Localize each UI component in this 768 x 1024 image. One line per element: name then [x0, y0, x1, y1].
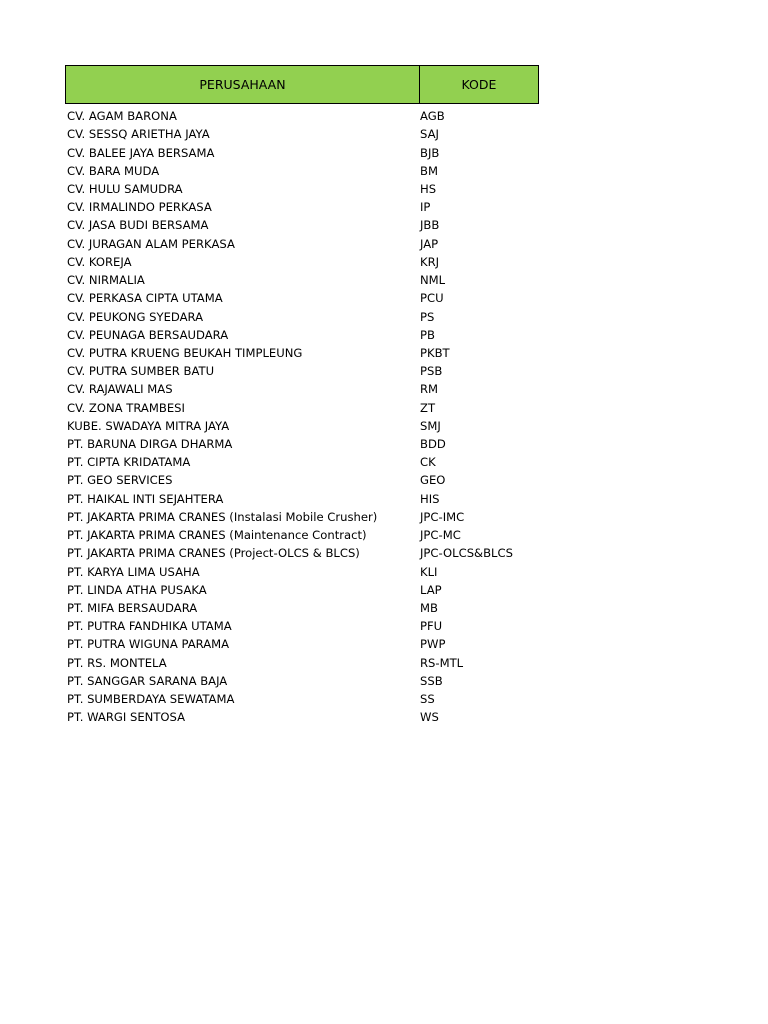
company-name-cell: PT. SUMBERDAYA SEWATAMA — [67, 692, 235, 707]
company-name-cell: CV. KOREJA — [67, 254, 132, 269]
company-code-cell: SSB — [420, 673, 443, 688]
table-row — [65, 307, 539, 325]
table-row — [65, 107, 539, 125]
company-name-cell: CV. BALEE JAYA BERSAMA — [67, 145, 215, 160]
company-code-cell: SMJ — [420, 418, 441, 433]
company-name-cell: PT. PUTRA WIGUNA PARAMA — [67, 637, 230, 652]
table-row — [65, 162, 539, 180]
table-row — [65, 235, 539, 253]
table-row — [65, 216, 539, 234]
company-code-cell: PKBT — [420, 345, 450, 360]
company-name-cell: PT. CIPTA KRIDATAMA — [67, 455, 191, 470]
table-row — [65, 344, 539, 362]
table-row — [65, 143, 539, 161]
company-code-cell: NML — [420, 273, 446, 288]
company-code-cell: ZT — [420, 400, 436, 415]
table-row — [65, 399, 539, 417]
table-body — [65, 107, 539, 726]
table-row — [65, 453, 539, 471]
table-row — [65, 690, 539, 708]
company-code-cell: SAJ — [420, 127, 439, 142]
table-row — [65, 180, 539, 198]
company-name-cell: CV. PUTRA SUMBER BATU — [67, 364, 215, 379]
company-code-cell: CK — [420, 455, 436, 470]
table-row — [65, 271, 539, 289]
table-row — [65, 417, 539, 435]
table-row — [65, 672, 539, 690]
company-name-cell: PT. JAKARTA PRIMA CRANES (Maintenance Contract) — [67, 528, 367, 543]
table-row — [65, 289, 539, 307]
company-name-cell: CV. RAJAWALI MAS — [67, 382, 173, 397]
table-row — [65, 581, 539, 599]
company-code-cell: PSB — [420, 364, 443, 379]
company-name-cell: PT. JAKARTA PRIMA CRANES (Instalasi Mobile Crusher) — [67, 509, 378, 524]
company-code-cell: BM — [420, 163, 438, 178]
company-name-cell: KUBE. SWADAYA MITRA JAYA — [67, 418, 230, 433]
table-row — [65, 253, 539, 271]
table-row — [65, 198, 539, 216]
table-row — [65, 599, 539, 617]
company-code-cell: PB — [420, 327, 435, 342]
company-name-cell: PT. JAKARTA PRIMA CRANES (Project-OLCS & BLCS) — [67, 546, 360, 561]
company-name-cell: PT. HAIKAL INTI SEJAHTERA — [67, 491, 224, 506]
company-code-cell: JPC-OLCS&BLCS — [420, 546, 513, 561]
table-row — [65, 562, 539, 580]
company-name-cell: PT. GEO SERVICES — [67, 473, 173, 488]
company-name-cell: PT. LINDA ATHA PUSAKA — [67, 582, 207, 597]
company-name-cell: CV. IRMALINDO PERKASA — [67, 200, 212, 215]
company-code-cell: BDD — [420, 437, 446, 452]
company-name-cell: PT. RS. MONTELA — [67, 655, 167, 670]
company-name-cell: CV. AGAM BARONA — [67, 109, 177, 124]
company-code-cell: RS-MTL — [420, 655, 464, 670]
company-code-table — [65, 65, 539, 726]
company-code-cell: MB — [420, 601, 438, 616]
company-code-cell: PWP — [420, 637, 446, 652]
company-code-cell: LAP — [420, 582, 442, 597]
company-name-cell: CV. PUTRA KRUENG BEUKAH TIMPLEUNG — [67, 345, 303, 360]
company-name-cell: CV. NIRMALIA — [67, 273, 145, 288]
company-code-cell: PCU — [420, 291, 444, 306]
company-code-cell: AGB — [420, 109, 445, 124]
table-row — [65, 708, 539, 726]
table-row — [65, 490, 539, 508]
company-name-cell: CV. HULU SAMUDRA — [67, 181, 183, 196]
company-name-cell: PT. KARYA LIMA USAHA — [67, 564, 200, 579]
table-header — [65, 65, 539, 104]
table-row — [65, 471, 539, 489]
company-code-cell: HIS — [420, 491, 440, 506]
table-row — [65, 326, 539, 344]
company-code-cell: PFU — [420, 619, 443, 634]
header-company: PERUSAHAAN — [66, 66, 420, 103]
company-code-cell: JPC-IMC — [420, 509, 465, 524]
table-row — [65, 635, 539, 653]
company-code-cell: JBB — [420, 218, 440, 233]
company-code-cell: KLI — [420, 564, 438, 579]
company-name-cell: PT. BARUNA DIRGA DHARMA — [67, 437, 233, 452]
company-name-cell: CV. PERKASA CIPTA UTAMA — [67, 291, 223, 306]
company-name-cell: CV. PEUKONG SYEDARA — [67, 309, 204, 324]
company-name-cell: CV. PEUNAGA BERSAUDARA — [67, 327, 229, 342]
company-code-cell: GEO — [420, 473, 446, 488]
table-row — [65, 380, 539, 398]
company-name-cell: CV. JASA BUDI BERSAMA — [67, 218, 209, 233]
header-code: KODE — [461, 77, 497, 92]
table-row — [65, 544, 539, 562]
company-code-cell: JAP — [420, 236, 439, 251]
company-code-cell: JPC-MC — [420, 528, 461, 543]
table-row — [65, 508, 539, 526]
company-code-cell: SS — [420, 692, 435, 707]
company-code-cell: HS — [420, 181, 437, 196]
company-name-cell: PT. MIFA BERSAUDARA — [67, 601, 198, 616]
company-code-cell: RM — [420, 382, 439, 397]
company-code-cell: WS — [420, 710, 439, 725]
company-name-cell: CV. ZONA TRAMBESI — [67, 400, 185, 415]
company-name-cell: CV. SESSQ ARIETHA JAYA — [67, 127, 210, 142]
company-name-cell: CV. BARA MUDA — [67, 163, 160, 178]
table-row — [65, 617, 539, 635]
company-code-cell: PS — [420, 309, 435, 324]
table-row — [65, 362, 539, 380]
table-row — [65, 435, 539, 453]
company-name-cell: PT. PUTRA FANDHIKA UTAMA — [67, 619, 232, 634]
table-row — [65, 654, 539, 672]
company-name-cell: PT. WARGI SENTOSA — [67, 710, 186, 725]
company-code-cell: KRJ — [420, 254, 440, 269]
table-row — [65, 526, 539, 544]
company-name-cell: CV. JURAGAN ALAM PERKASA — [67, 236, 235, 251]
table-row — [65, 125, 539, 143]
company-name-cell: PT. SANGGAR SARANA BAJA — [67, 673, 228, 688]
company-code-cell: BJB — [420, 145, 440, 160]
company-code-cell: IP — [420, 200, 431, 215]
